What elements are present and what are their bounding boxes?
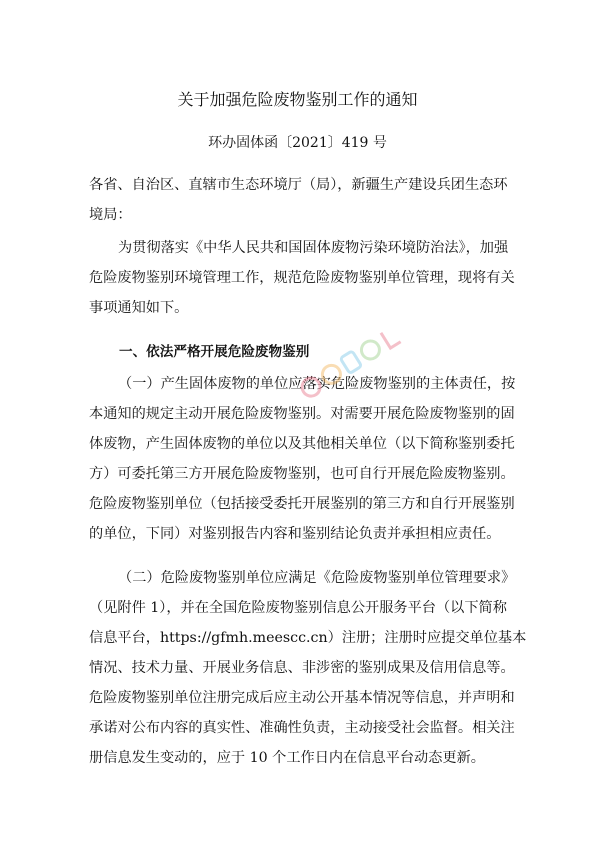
paragraph-line: 方）可委托第三方开展危险废物鉴别，也可自行开展危险废物鉴别。 (89, 466, 515, 482)
paragraph-line: 承诺对公布内容的真实性、准确性负责，主动接受社会监督。相关注 (89, 720, 515, 736)
paragraph-line: 册信息发生变动的，应于 10 个工作日内在信息平台动态更新。 (89, 750, 485, 766)
paragraph-line: 危险废物鉴别单位（包括接受委托开展鉴别的第三方和自行开展鉴别 (89, 496, 515, 512)
paragraph-line: （二）危险废物鉴别单位应满足《危险废物鉴别单位管理要求》 (118, 570, 516, 586)
intro-line: 为贯彻落实《中华人民共和国固体废物污染环境防治法》，加强 (118, 240, 509, 256)
paragraph-line: 情况、技术力量、开展业务信息、非涉密的鉴别成果及信用信息等。 (89, 660, 515, 676)
intro-line: 事项通知如下。 (89, 300, 189, 316)
paragraph-line: 本通知的规定主动开展危险废物鉴别。对需要开展危险废物鉴别的固 (89, 406, 515, 422)
paragraph-line: （见附件 1），并在全国危险废物鉴别信息公开服务平台（以下简称 (89, 600, 507, 616)
document-number: 环办固体函〔2021〕419 号 (208, 135, 387, 151)
paragraph-line: 危险废物鉴别单位注册完成后应主动公开基本情况等信息，并声明和 (89, 690, 515, 706)
section-heading: 一、依法严格开展危险废物鉴别 (119, 344, 310, 360)
paragraph-line: 信息平台，https://gfmh.meescc.cn）注册；注册时应提交单位基本 (89, 630, 527, 646)
addressee-line: 境局： (89, 207, 132, 223)
addressee-line: 各省、自治区、直辖市生态环境厅（局），新疆生产建设兵团生态环 (89, 177, 508, 193)
intro-line: 危险废物鉴别环境管理工作，规范危险废物鉴别单位管理，现将有关 (89, 270, 515, 286)
watermark-logo-icon (285, 304, 419, 418)
paragraph-line: 的单位，下同）对鉴别报告内容和鉴别结论负责并承担相应责任。 (89, 526, 501, 542)
paragraph-line: （一）产生固体废物的单位应落实危险废物鉴别的主体责任，按 (118, 376, 516, 392)
paragraph-line: 体废物，产生固体废物的单位以及其他相关单位（以下简称鉴别委托 (89, 436, 515, 452)
document-title: 关于加强危险废物鉴别工作的通知 (177, 90, 418, 109)
